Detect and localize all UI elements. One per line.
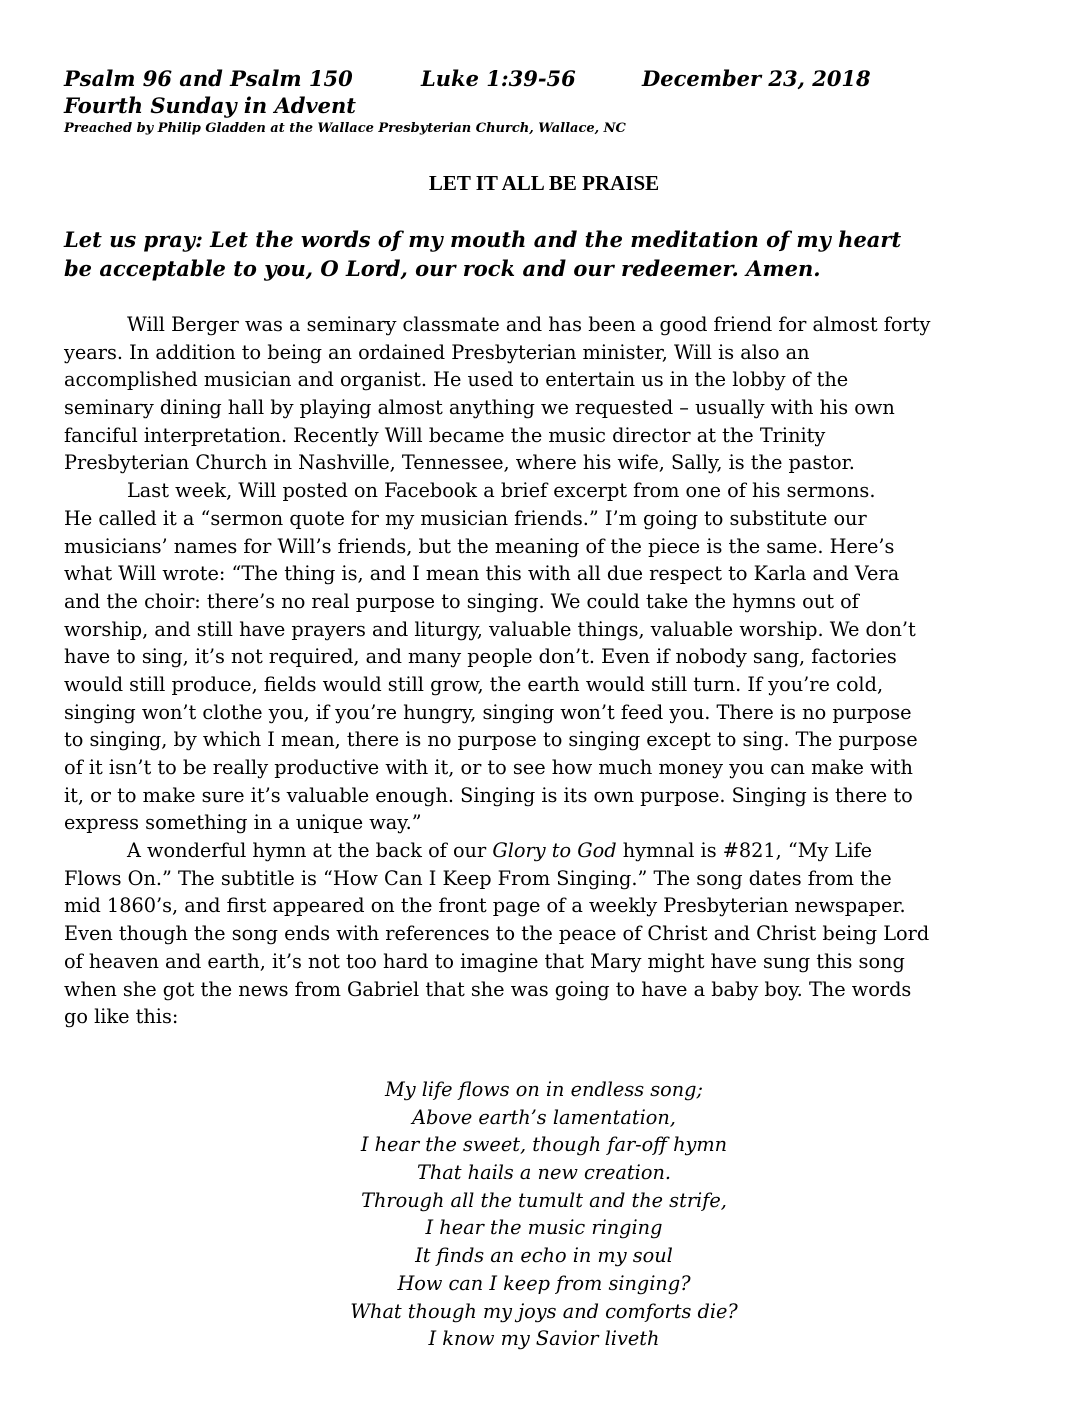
body-line: Presbyterian Church in Nashville, Tennessee, where his wife, Sally, is the pastor. — [64, 451, 855, 475]
hymnal-title: Glory to God — [492, 839, 617, 863]
body-line: Will Berger was a seminary classmate and has been a good friend for almost forty — [127, 313, 931, 336]
gospel-reference: Luke 1:39-56 — [421, 66, 576, 91]
preacher-line: Preached by Philip Gladden at the Wallace Presbyterian Church, Wallace, NC — [64, 121, 626, 136]
body-line: worship, and still have prayers and liturgy, valuable things, valuable worship. We don’t — [64, 617, 916, 641]
hymn-verse — [0, 1076, 1088, 1353]
body-line: go like this: — [64, 1005, 179, 1029]
sermon-body — [64, 311, 1030, 1031]
body-line: mid 1860’s, and first appeared on the front page of a weekly Presbyterian newspaper. — [64, 894, 906, 918]
verse-line: Above earth’s lamentation, — [412, 1105, 676, 1129]
body-line — [64, 837, 1030, 865]
opening-prayer — [64, 225, 1024, 283]
body-line: Last week, Will posted on Facebook a brief excerpt from one of his sermons. — [127, 479, 876, 503]
body-line: He called it a “sermon quote for my musician friends.” I’m going to substitute our — [64, 506, 867, 530]
prayer-line: be acceptable to you, O Lord, our rock and our redeemer. Amen. — [64, 256, 821, 281]
verse-line: How can I keep from singing? — [397, 1271, 691, 1295]
body-line: of heaven and earth, it’s not too hard to imagine that Mary might have sung this song — [64, 949, 905, 973]
verse-line: I hear the music ringing — [425, 1216, 663, 1240]
body-line: express something in a unique way.” — [64, 811, 422, 835]
body-line: when she got the news from Gabriel that she was going to have a baby boy. The words — [64, 977, 912, 1001]
verse-line: It finds an echo in my soul — [415, 1244, 673, 1268]
body-line: to singing, by which I mean, there is no purpose to singing except to sing. The purpose — [64, 728, 918, 752]
body-text-run: hymnal is #821, “My Life — [616, 839, 873, 863]
body-line: singing won’t clothe you, if you’re hungry, singing won’t feed you. There is no purpose — [64, 700, 912, 724]
liturgical-occasion: Fourth Sunday in Advent — [64, 93, 356, 118]
verse-line: Through all the tumult and the strife, — [361, 1188, 727, 1212]
verse-line: I know my Savior liveth — [428, 1327, 660, 1351]
scripture-header — [64, 64, 1024, 94]
body-line: what Will wrote: “The thing is, and I mean this with all due respect to Karla and Vera — [64, 562, 900, 586]
body-line: fanciful interpretation. Recently Will became the music director at the Trinity — [64, 423, 826, 447]
sermon-title: LET IT ALL BE PRAISE — [428, 171, 660, 195]
body-line: musicians’ names for Will’s friends, but the meaning of the piece is the same. Here’s — [64, 534, 895, 558]
body-line: seminary dining hall by playing almost anything we requested – usually with his own — [64, 396, 895, 420]
sermon-date: December 23, 2018 — [642, 66, 871, 91]
body-line: Even though the song ends with references to the peace of Christ and Christ being Lord — [64, 922, 930, 946]
verse-line: What though my joys and comforts die? — [350, 1299, 738, 1323]
body-line: Flows On.” The subtitle is “How Can I Keep From Singing.” The song dates from the — [64, 866, 892, 890]
body-line: would still produce, fields would still grow, the earth would still turn. If you’re cold, — [64, 672, 884, 696]
body-line: it, or to make sure it’s valuable enough. Singing is its own purpose. Singing is there to — [64, 783, 913, 807]
body-line: have to sing, it’s not required, and many people don’t. Even if nobody sang, factories — [64, 645, 897, 669]
body-text-run: A wonderful hymn at the back of our — [127, 839, 493, 863]
body-line: and the choir: there’s no real purpose to singing. We could take the hymns out of — [64, 589, 859, 613]
verse-line: That hails a new creation. — [417, 1161, 671, 1185]
body-line: of it isn’t to be really productive with it, or to see how much money you can make with — [64, 756, 913, 779]
verse-line: My life flows on in endless song; — [384, 1078, 704, 1101]
psalm-reference: Psalm 96 and Psalm 150 — [64, 66, 353, 91]
body-line: years. In addition to being an ordained Presbyterian minister, Will is also an — [64, 340, 810, 364]
verse-line: I hear the sweet, though far-off hymn — [360, 1133, 728, 1157]
body-line: accomplished musician and organist. He used to entertain us in the lobby of the — [64, 368, 849, 392]
prayer-line: Let us pray: Let the words of my mouth and the meditation of my heart — [64, 227, 902, 252]
